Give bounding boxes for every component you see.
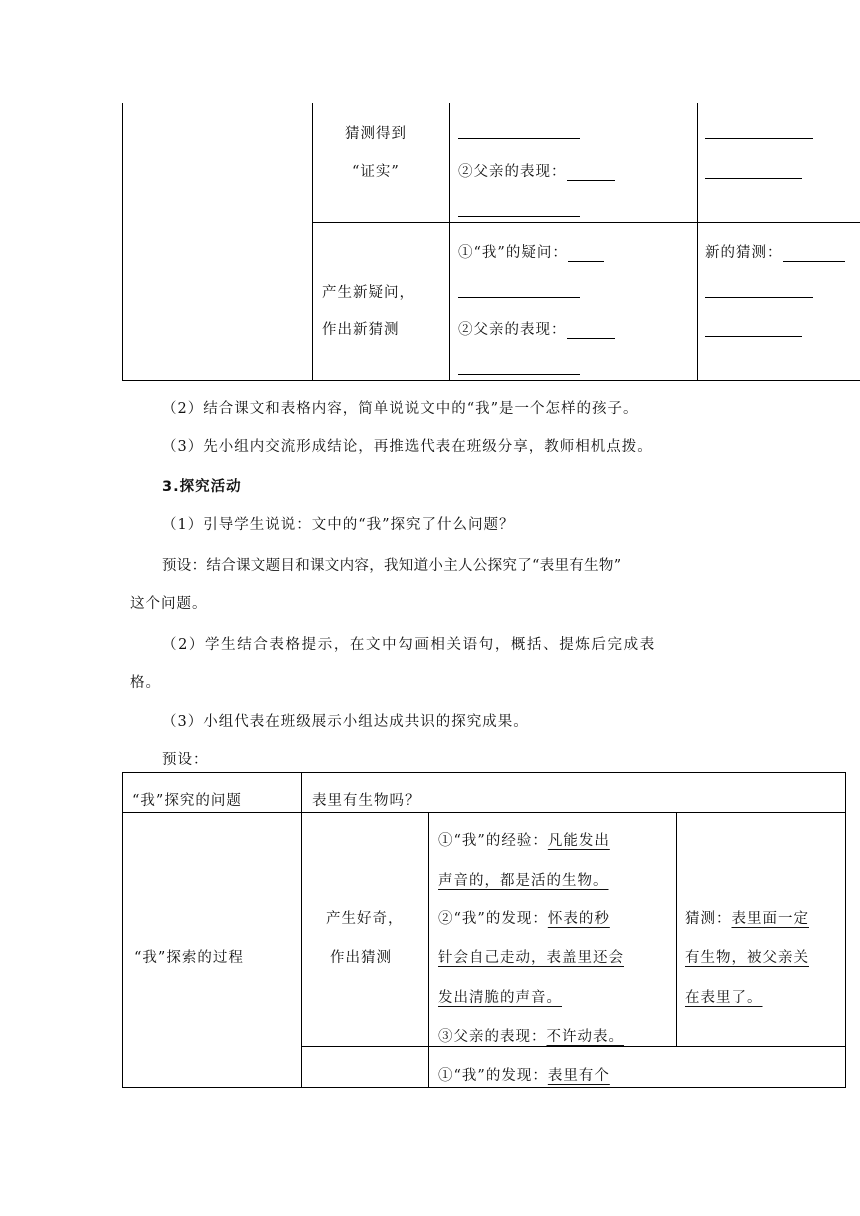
paragraph: （1）引导学生说说：文中的“我”探究了什么问题？	[162, 517, 515, 533]
paragraph: （2）学生结合表格提示，在文中勾画相关语句，概括、提炼后完成表	[162, 637, 656, 653]
paragraph: 格。	[130, 675, 161, 691]
paragraph: （3）小组代表在班级展示小组达成共识的探究成果。	[162, 714, 529, 730]
stage-label: 产生好奇，	[326, 911, 404, 927]
question-value: 表里有生物吗？	[312, 793, 421, 809]
question-label: ①“我”的疑问：	[458, 245, 568, 261]
answer-blank[interactable]	[705, 160, 802, 179]
answer-blank[interactable]	[568, 245, 604, 262]
answer-text: 怀表的秒	[547, 911, 610, 927]
discovery-label: ②“我”的发现：	[438, 911, 548, 927]
paragraph: 预设：结合课文题目和课文内容，我知道小主人公探究了“表里有生物”	[162, 558, 622, 574]
table1-row1-label: 猜测得到	[345, 126, 407, 142]
paragraph: （3）先小组内交流形成结论，再推选代表在班级分享，教师相机点拨。	[162, 439, 653, 455]
answer-text: 有生物，被父亲关	[685, 950, 809, 966]
answer-blank[interactable]	[705, 279, 813, 298]
answer-blank[interactable]	[458, 120, 580, 139]
table1-row2-label: 作出新猜测	[322, 322, 400, 338]
answer-blank[interactable]	[458, 279, 580, 298]
table1-row1-label: “证实”	[352, 164, 400, 180]
father-behavior-label: ②父亲的表现：	[458, 322, 567, 338]
guess-label: 猜测：	[685, 911, 732, 927]
section-heading: 3.探究活动	[162, 479, 242, 495]
answer-blank[interactable]	[458, 356, 580, 375]
discovery-label: ①“我”的发现：	[438, 1068, 548, 1084]
paragraph: 这个问题。	[130, 596, 208, 612]
answer-blank[interactable]	[783, 245, 845, 262]
table1-row2-label: 产生新疑问，	[322, 285, 415, 301]
new-guess-label: 新的猜测：	[705, 245, 783, 261]
answer-blank[interactable]	[705, 120, 813, 139]
father-behavior-label: ③父亲的表现：	[438, 1029, 547, 1045]
question-header: “我”探究的问题	[132, 793, 242, 809]
paragraph: 预设：	[162, 752, 209, 768]
answer-blank[interactable]	[705, 318, 802, 337]
father-behavior-label: ②父亲的表现：	[458, 164, 567, 180]
stage-label: 作出猜测	[330, 950, 392, 966]
answer-text: 表里有个	[547, 1068, 610, 1084]
answer-blank[interactable]	[567, 322, 615, 339]
answer-text: 针会自己走动，表盖里还会	[438, 950, 624, 966]
experience-label: ①“我”的经验：	[438, 833, 548, 849]
paragraph: （2）结合课文和表格内容，简单说说文中的“我”是一个怎样的孩子。	[162, 401, 639, 417]
process-header: “我”探索的过程	[134, 950, 244, 966]
answer-blank[interactable]	[458, 198, 580, 217]
answer-text: 声音的，都是活的生物。	[438, 873, 609, 889]
answer-text: 不许动表。	[546, 1029, 624, 1045]
answer-blank[interactable]	[567, 164, 615, 181]
answer-text: 在表里了。	[685, 990, 763, 1006]
answer-text: 表里面一定	[731, 911, 809, 927]
answer-text: 凡能发出	[547, 833, 610, 849]
answer-text: 发出清脆的声音。	[438, 990, 562, 1006]
